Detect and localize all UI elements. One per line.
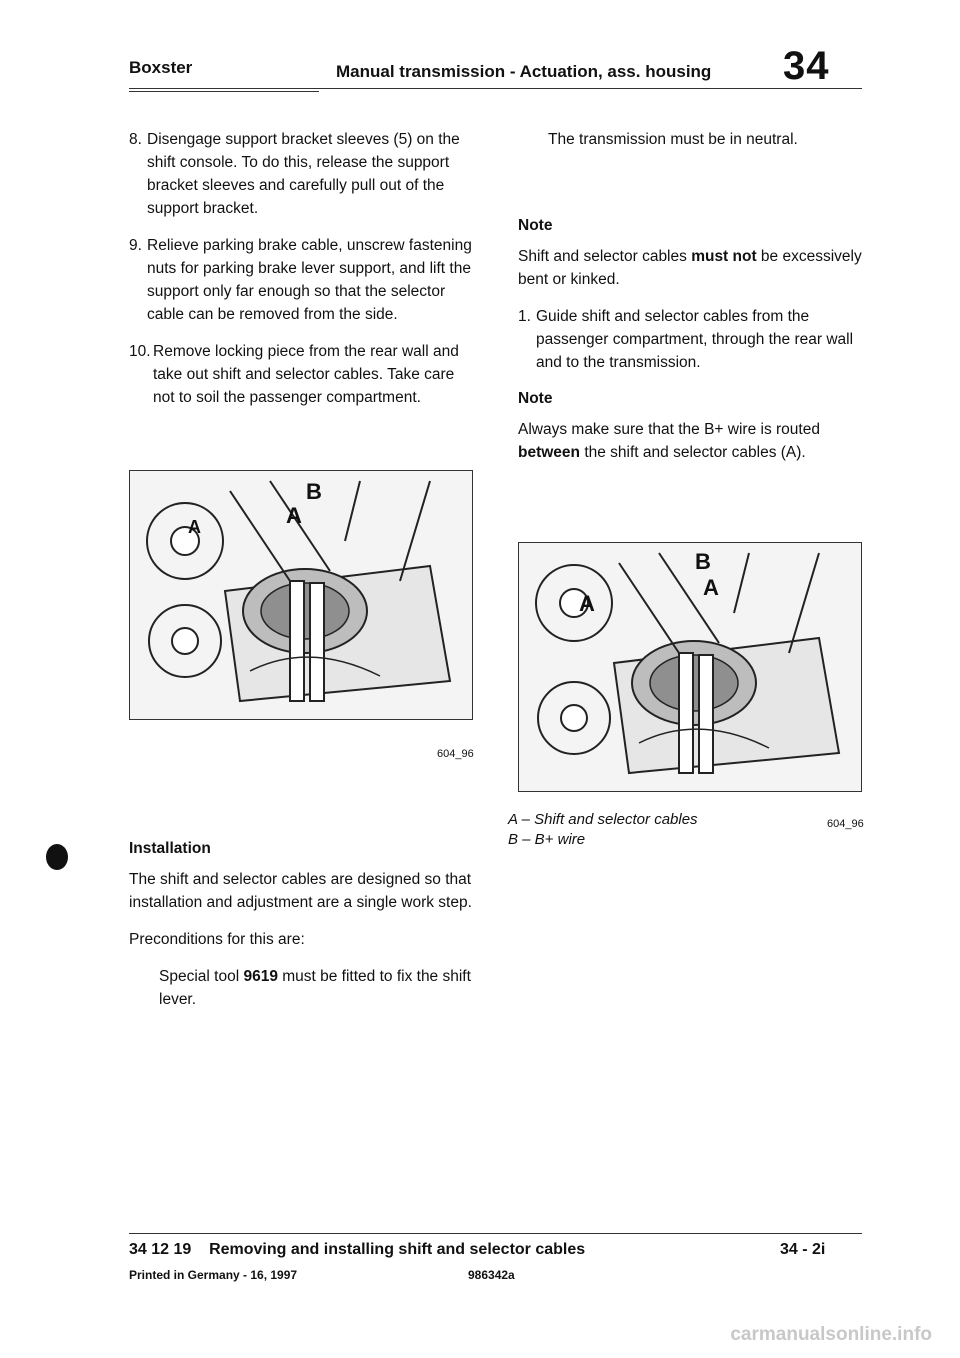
- figure-label-b: B: [306, 479, 322, 504]
- figure-label-a: A: [286, 503, 302, 528]
- footer-title: 34 12 19 Removing and installing shift and selector cables: [129, 1241, 586, 1258]
- footer-page-number: 34 - 2i: [780, 1241, 826, 1258]
- installation-section: [129, 838, 474, 1011]
- caption-b: B – B+ wire: [508, 831, 586, 848]
- binder-hole: [46, 844, 68, 870]
- left-column: [129, 128, 474, 423]
- note-text-2: [518, 418, 863, 464]
- step-text: Disengage support bracket sleeves (5) on the shift console. To do this, release the support bracket sleeves and carefully pull out of the support bracket.: [147, 131, 460, 217]
- note-heading-2: Note: [518, 390, 553, 407]
- installation-heading: Installation: [129, 840, 211, 857]
- figure-label-a-2: A: [188, 517, 201, 537]
- footer-rule: [129, 1233, 862, 1234]
- step-text: Relieve parking brake cable, unscrew fastening nuts for parking brake lever support, and lift the support only far enough so that the selector cable can be removed from the side.: [147, 237, 472, 323]
- figure-code-left: 604_96: [437, 748, 474, 760]
- step-8: [129, 128, 474, 220]
- tool-prefix: Special tool: [159, 968, 244, 985]
- note-heading: Note: [518, 217, 553, 234]
- special-tool-text: [129, 965, 474, 1011]
- note-prefix: Always make sure that the B+ wire is routed: [518, 421, 820, 438]
- header-rule: [129, 88, 862, 89]
- header-group-number: 34: [783, 44, 830, 88]
- right-column: [518, 128, 863, 464]
- figure-label-a-2: A: [579, 591, 595, 616]
- watermark: carmanualsonline.info: [730, 1324, 932, 1345]
- tool-number: 9619: [243, 968, 278, 985]
- figure-code-right: 604_96: [827, 818, 864, 830]
- header-section-title: Manual transmission - Actuation, ass. housing: [336, 62, 712, 81]
- step-10: [129, 340, 474, 409]
- step-text: Guide shift and selector cables from the passenger compartment, through the rear wall and to the transmission.: [536, 308, 854, 371]
- note-suffix: the shift and selector cables (A).: [580, 444, 806, 461]
- header-rule-short: [129, 91, 319, 92]
- figure-label-a: A: [703, 575, 719, 600]
- cable-illustration-left: [129, 470, 473, 720]
- neutral-text: The transmission must be in neutral.: [548, 131, 798, 148]
- footer-printed: Printed in Germany - 16, 1997: [129, 1268, 298, 1282]
- step-number: 9.: [129, 237, 142, 254]
- step-number: 1.: [518, 308, 531, 325]
- figure-label-b: B: [695, 549, 711, 574]
- step-number: 8.: [129, 131, 142, 148]
- step-text: Remove locking piece from the rear wall and take out shift and selector cables. Take care not to soil the passenger compartment.: [153, 343, 459, 406]
- tool-suffix: must be fitted to fix the shift lever.: [159, 968, 471, 1008]
- cable-illustration-right: [518, 542, 862, 792]
- header-model: Boxster: [129, 58, 193, 77]
- note-suffix: be excessively bent or kinked.: [518, 248, 862, 288]
- installation-paragraph: The shift and selector cables are designed so that installation and adjustment are a single work step.: [129, 871, 472, 911]
- step-1: [518, 305, 863, 374]
- preconditions-text: Preconditions for this are:: [129, 931, 305, 948]
- step-number: 10.: [129, 343, 151, 360]
- note-text: [518, 245, 863, 291]
- note-emphasis: must not: [691, 248, 757, 265]
- step-9: [129, 234, 474, 326]
- cable-drawing: [519, 543, 861, 791]
- footer-doc-code: 986342a: [468, 1268, 515, 1282]
- caption-a: A – Shift and selector cables: [508, 811, 698, 828]
- note-prefix: Shift and selector cables: [518, 248, 692, 265]
- figure-caption: [508, 810, 698, 850]
- note-emphasis: between: [518, 444, 581, 461]
